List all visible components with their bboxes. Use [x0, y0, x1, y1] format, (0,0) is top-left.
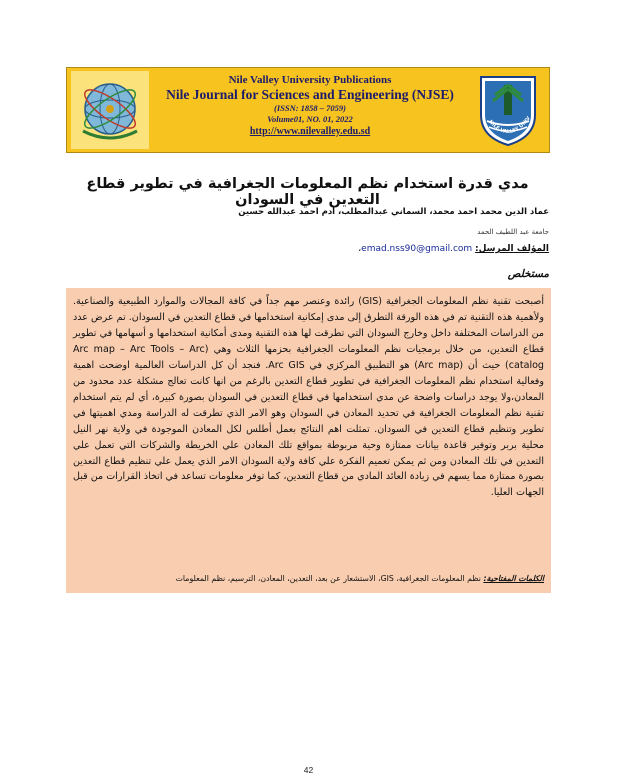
journal-name: Nile Journal for Sciences and Engineering (NJSE): [166, 87, 454, 102]
keywords-list: نظم المعلومات الجغرافية، GIS، الاستشعار عن بعد، التعدين، المعادن، الترسيم، نظم المعلومات: [175, 574, 481, 583]
article-authors: عماد الدين محمد احمد محمد، السماني عبدالمطلب، ادم احمد عبدالله حسين: [238, 207, 549, 217]
abstract-text: أصبحت تقنية نظم المعلومات الجغرافية (GIS) رائدة وعنصر مهم جداً في كافة المجالات والموارد الطبيعية والصناعية. ولأهمية هذه التقنية تم في هذه الورقة التطرق إلى مدى إمكانية استخدامها في قطاع التعدين في السودان. تم عرض عدد من الدراسات المختلفة داخل وخارج السودان التي تطرقت لها هذه التقنية ومدى أمكانية استخدامها و أسهامها في تطوير قطاع التعدين، من خلال برمجيات نظم المعلومات الجغرافية بحزمها الثلاث وهي (Arc map – Arc Tools – Arc catalog) حيث أن (Arc map) هو التطبيق المركزي في Arc GIS. فنجد أن كل الدراسات العالمية اوضحت اهمية وفعالية استخدام نظم المعلومات الجغرافية في تطوير قطاع التعدين بالرغم من انها كانت تعالج مشكلة عدد محدود من المعادن،ولا يوجد دراسات واضحة عن مدي استخدامها في قطاع التعدين في السودان بصورة كبيرة، أي لم يتم استخدام تقنية نظم المعلومات الجغرافية في تحديد المعادن في السودان وهو الامر الذي تطرقت له الدراسة ومدي اهميتها في تطوير وتنظيم قطاع التعدين في السودان. تمثلت اهم النتائج بعمل أطلس لكل المعادن الموجودة في ولاية نهر النيل محلية بربر وتوفير قاعدة بيانات ممتازة وحية مربوطة بمواقع تلك المعادن علي الخريطة والشركات التي تعمل علي التعدين في تلك المعادن ومن ثم يمكن تعميم الفكرة علي كافة ولاية السودان الامر الذي يعمل علي تنظيم قطاع التعدين بصورة ممتازة مما يسهم في زيادة العائد المادي من قطاع التعدين، كما توفر معلومات تساعد في اتخاذ القرارات من قبل الجهات العليا.: [73, 296, 545, 499]
corresponding-email-link[interactable]: emad.nss90@gmail.com: [361, 244, 473, 254]
issn: (ISSN: 1858 – 7059): [273, 103, 347, 113]
keywords-line: [176, 574, 544, 583]
abstract-box: [66, 288, 551, 593]
university-crest-icon: [471, 71, 545, 149]
journal-header-text: [153, 74, 467, 139]
abstract-heading: مستخلص: [507, 268, 549, 280]
publisher-name: Nile Valley University Publications: [228, 74, 392, 86]
corresponding-author: [358, 244, 549, 254]
corresponding-label: المؤلف المرسل:: [475, 244, 549, 254]
keywords-label: الكلمات المفتاحية:: [483, 574, 544, 583]
page-number: 42: [303, 765, 314, 775]
crest-label: NILE VALLEY UNIV: [487, 115, 532, 136]
journal-url-link[interactable]: http://www.nilevalley.edu.sd: [249, 126, 371, 137]
article-title: مدي قدرة استخدام نظم المعلومات الجغرافية في تطوير قطاع التعدين في السودان: [86, 176, 529, 208]
corresponding-suffix: ،: [358, 244, 362, 254]
njse-logo-icon: [71, 71, 149, 149]
affiliation: جامعة عبد اللطيف الحمد: [477, 228, 549, 236]
journal-header-banner: [66, 67, 550, 153]
volume-info: Volume01, NO. 01, 2022: [267, 114, 353, 124]
